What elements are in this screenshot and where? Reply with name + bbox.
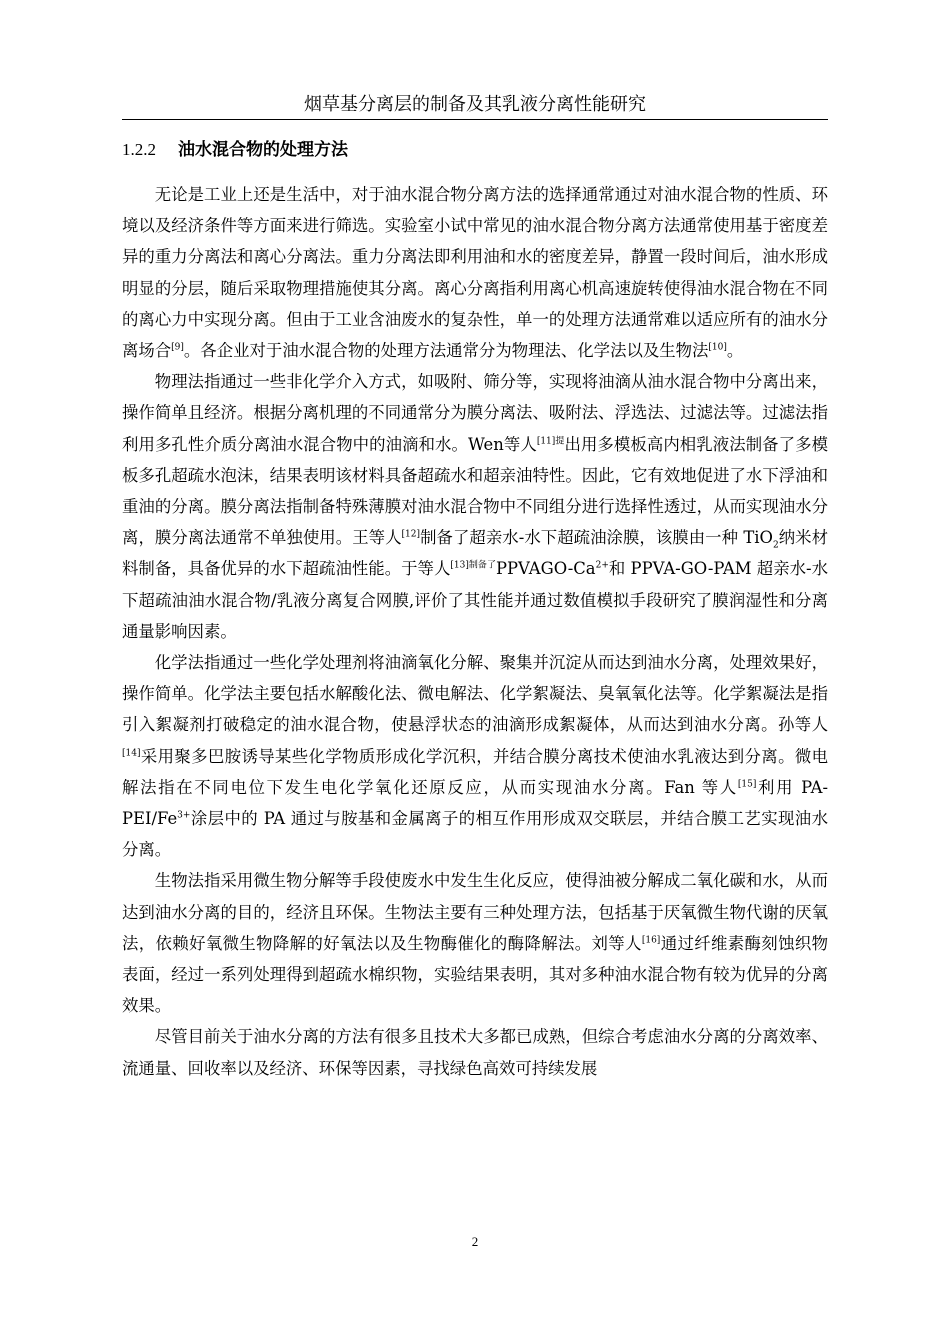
text-run: 通过纤维素酶刻蚀织物表面，经过一系列处理得到超疏水棉织物，实验结果表明，其对多种油水混合物有较为优异的分离效果。 [122,933,828,1016]
text-run: 物理法指通过一些非化学介入方式，如吸附、筛分等，实现将油滴从油水混合物中分离出来，操作简单且经济。根据分离机理的不同通常分为膜分离法、吸附法、浮选法、过滤法等。过滤法指利用多孔性介质分离油水混合物中的油滴和水。Wen等人 [122,372,828,454]
running-header-title: 烟草基分离层的制备及其乳液分离性能研究 [304,94,646,115]
paragraph [122,366,828,647]
citation-superscript: [9] [171,342,184,353]
text-run: 纳米材料制备，具备优异的水下超疏油性能。于等人 [122,528,829,579]
citation-superscript: [12] [401,529,421,540]
citation-superscript: [16] [641,935,661,946]
text-run: 。各企业对于油水混合物的处理方法通常分为物理法、化学法以及生物法 [183,341,709,361]
text-run: 无论是工业上还是生活中，对于油水混合物分离方法的选择通常通过对油水混合物的性质、环境以及经济条件等方面来进行筛选。实验室小试中常见的油水混合物分离方法通常使用基于密度差异的重力分离法和离心分离法。重力分离法即利用油和水的密度差异，静置一段时间后，油水形成明显的分层，随后采取物理措施使其分离。离心分离指利用离心机高速旋转使得油水混合物在不同的离心力中实现分离。但由于工业含油废水的复杂性，单一的处理方法通常难以适应所有的油水分离场合 [122,185,828,361]
text-run: 涂层中的 PA 通过与胺基和金属离子的相互作用形成双交联层，并结合膜工艺实现油水分离。 [122,809,828,860]
text-run: PPVAGO-Ca [495,559,596,579]
citation-superscript: 3+ [177,810,191,821]
section-heading [122,137,348,163]
section-number: 1.2.2 [122,140,156,159]
citation-superscript: [15] [737,779,757,790]
text-run: 化学法指通过一些化学处理剂将油滴氧化分解、聚集并沉淀从而达到油水分离，处理效果好，操作简单。化学法主要包括水解酸化法、微电解法、化学絮凝法、臭氧氧化法等。化学絮凝法是指引入絮凝剂打破稳定的油水混合物，使悬浮状态的油滴形成絮凝体，从而达到油水分离。孙等人 [122,653,828,735]
citation-superscript: [13]制备了 [450,560,496,571]
text-run: 和 PPVA-GO-PAM 超亲水-水下超疏油油水混合物/乳液分离复合网膜,评价了其性能并通过数值模拟手段研究了膜润湿性和分离通量影响因素。 [122,559,828,641]
text-run: 。 [726,341,744,361]
section-title: 油水混合物的处理方法 [178,140,348,160]
text-run: 生物法指采用微生物分解等手段使废水中发生生化反应，使得油被分解成二氧化碳和水，从而达到油水分离的目的，经济且环保。生物法主要有三种处理方法，包括基于厌氧微生物代谢的厌氧法，依赖好氧微生物降解的好氧法以及生物酶催化的酶降解法。刘等人 [122,871,828,953]
header-rule [122,119,828,120]
citation-superscript: [11]提 [536,436,565,447]
page-number: 2 [471,1234,479,1249]
text-run: 制备了超亲水-水下超疏油涂膜，该膜由一种 TiO [420,528,773,548]
citation-superscript: [14] [122,748,141,759]
text-run: 出用多模板高内相乳液法制备了多模板多孔超疏水泡沫，结果表明该材料具备超疏水和超亲油特性。因此，它有效地促进了水下浮油和重油的分离。膜分离法指制备特殊薄膜对油水混合物中不同组分进行选择性透过，从而实现油水分离，膜分离法通常不单独使用。王等人 [122,434,829,548]
paragraph [122,1021,828,1083]
citation-superscript: 2+ [595,560,609,571]
citation-superscript: [10] [708,342,727,353]
text-run: 尽管目前关于油水分离的方法有很多且技术大多都已成熟，但综合考虑油水分离的分离效率、流通量、回收率以及经济、环保等因素，寻找绿色高效可持续发展 [122,1027,828,1078]
paragraph [122,647,828,865]
paragraph [122,179,828,366]
paragraph [122,865,828,1021]
text-run: 利用 PA-PEI/Fe [122,777,829,829]
subscript: 2 [772,540,779,551]
body-text [122,179,828,1084]
text-run: 采用聚多巴胺诱导某些化学物质形成化学沉积，并结合膜分离技术使油水乳液达到分离。微电解法指在不同电位下发生电化学氧化还原反应，从而实现油水分离。Fan 等人 [122,746,828,797]
